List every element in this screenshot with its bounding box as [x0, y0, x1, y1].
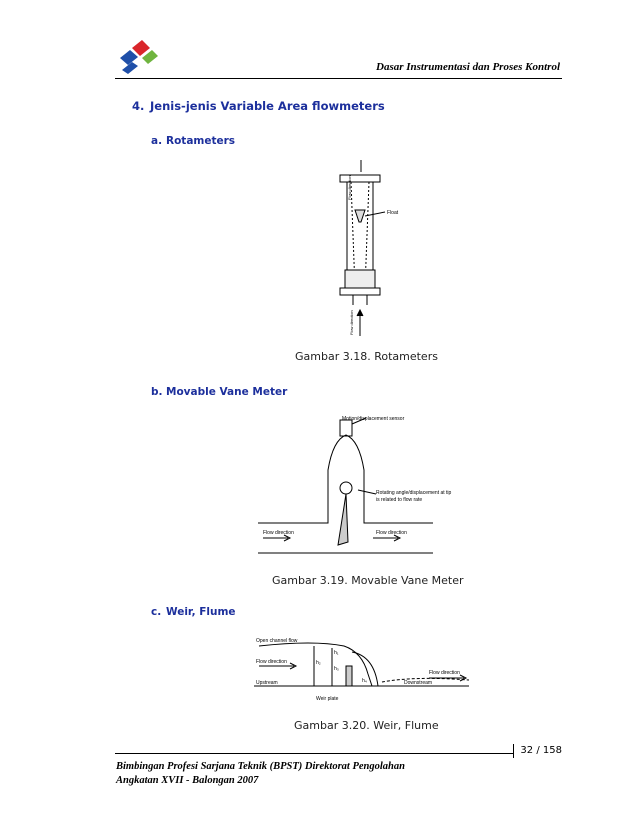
vane-label-rotating-2: is related to flow rate [376, 497, 423, 503]
page-total: 158 [542, 745, 562, 756]
figure-caption-3-20: Gambar 3.20. Weir, Flume [294, 719, 439, 732]
rotameter-label-flow-top: Flow direction [347, 175, 352, 200]
page-number [513, 744, 562, 758]
rotameter-figure [325, 170, 415, 338]
pertamina-logo-icon [118, 40, 158, 76]
weir-label-open-channel: Open channel flow [256, 638, 298, 644]
item-a-label: a. [151, 135, 163, 147]
section-title: Jenis-jenis Variable Area flowmeters [150, 99, 385, 113]
weir-label-h2: h₂ [316, 660, 321, 666]
page-separator: / [536, 745, 540, 756]
section-number: 4. [132, 99, 145, 113]
rotameter-label-flow-bottom: Flow direction [349, 310, 354, 335]
item-b-title: Movable Vane Meter [166, 386, 288, 398]
movable-vane-figure [258, 410, 452, 560]
vane-label-flow-left: Flow direction [263, 530, 294, 536]
vane-label-rotating: Rotating angle/displacement at tip [376, 490, 452, 496]
weir-flume-figure [254, 634, 469, 709]
footer-text [116, 760, 405, 788]
figure-caption-3-19: Gambar 3.19. Movable Vane Meter [272, 574, 464, 587]
item-c-label: c. [151, 606, 162, 618]
page-current: 32 [520, 745, 534, 756]
weir-label-upstream: Upstream [256, 680, 278, 686]
header-divider [115, 78, 562, 79]
weir-label-downstream: Downstream [404, 680, 433, 686]
footer-line-2: Angkatan XVII - Balongan 2007 [116, 775, 259, 786]
weir-label-plate: Weir plate [316, 696, 339, 702]
weir-label-h3: h₃ [334, 666, 339, 672]
weir-label-flow-left: Flow direction [256, 659, 287, 665]
item-b-label: b. [151, 386, 163, 398]
item-c-title: Weir, Flume [166, 606, 236, 618]
figure-caption-3-18: Gambar 3.18. Rotameters [295, 350, 438, 363]
header-title: Dasar Instrumentasi dan Proses Kontrol [376, 61, 560, 73]
vane-label-flow-right: Flow direction [376, 530, 407, 536]
weir-label-h1: h₁ [334, 650, 339, 656]
weir-label-h4: h₄ [362, 678, 367, 684]
item-a-title: Rotameters [166, 135, 236, 147]
footer-line-1: Bimbingan Profesi Sarjana Teknik (BPST) Direktorat Pengolahan [116, 761, 405, 772]
footer-divider [115, 753, 562, 754]
vane-label-sensor: Motion/displacement sensor [342, 416, 405, 422]
rotameter-label-float: Float [387, 210, 399, 216]
weir-label-flow-right: Flow direction [429, 670, 460, 676]
